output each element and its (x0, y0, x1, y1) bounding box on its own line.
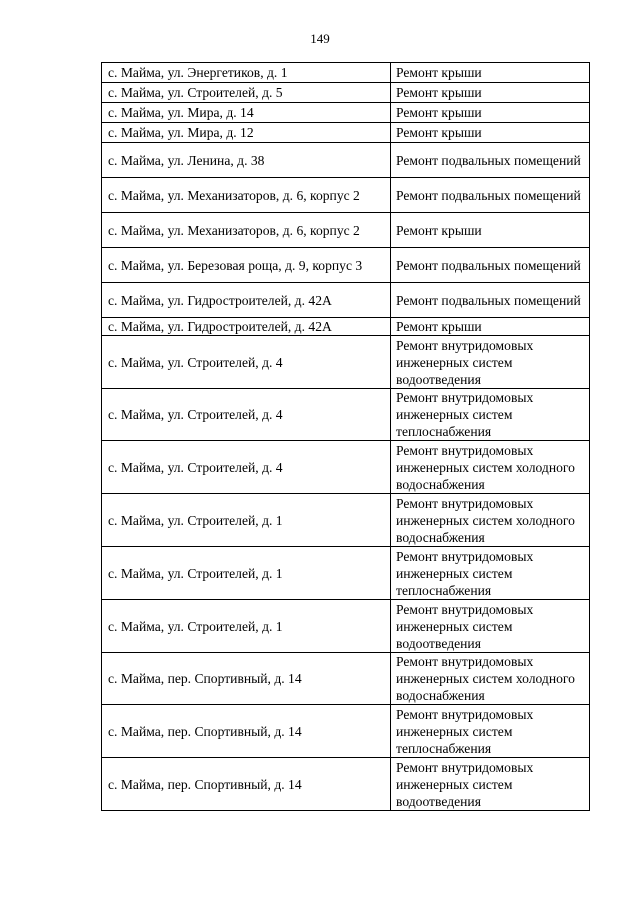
work-type-cell: Ремонт внутридомовых инженерных систем теплоснабжения (391, 389, 590, 441)
work-type-cell: Ремонт подвальных помещений (391, 283, 590, 318)
work-type-cell: Ремонт крыши (391, 63, 590, 83)
work-type-cell: Ремонт внутридомовых инженерных систем холодного водоснабжения (391, 494, 590, 547)
address-cell: с. Майма, ул. Гидростроителей, д. 42А (102, 283, 391, 318)
address-cell: с. Майма, ул. Строителей, д. 4 (102, 336, 391, 389)
address-cell: с. Майма, ул. Мира, д. 14 (102, 103, 391, 123)
work-type-cell: Ремонт внутридомовых инженерных систем холодного водоснабжения (391, 653, 590, 705)
table-row (102, 63, 590, 83)
page-number: 149 (310, 31, 330, 46)
table-row (102, 248, 590, 283)
table-row (102, 494, 590, 547)
table-row (102, 547, 590, 600)
address-cell: с. Майма, ул. Строителей, д. 1 (102, 547, 391, 600)
address-cell: с. Майма, ул. Строителей, д. 1 (102, 494, 391, 547)
table-row (102, 336, 590, 389)
table-row (102, 705, 590, 758)
work-type-cell: Ремонт внутридомовых инженерных систем водоотведения (391, 758, 590, 811)
table-row (102, 83, 590, 103)
address-cell: с. Майма, ул. Строителей, д. 1 (102, 600, 391, 653)
work-type-cell: Ремонт внутридомовых инженерных систем водоотведения (391, 336, 590, 389)
address-cell: с. Майма, ул. Механизаторов, д. 6, корпус 2 (102, 213, 391, 248)
work-type-cell: Ремонт внутридомовых инженерных систем теплоснабжения (391, 547, 590, 600)
address-cell: с. Майма, ул. Мира, д. 12 (102, 123, 391, 143)
table-row (102, 600, 590, 653)
address-cell: с. Майма, ул. Строителей, д. 5 (102, 83, 391, 103)
work-type-cell: Ремонт крыши (391, 318, 590, 336)
address-cell: с. Майма, ул. Строителей, д. 4 (102, 441, 391, 494)
work-type-cell: Ремонт подвальных помещений (391, 178, 590, 213)
address-cell: с. Майма, пер. Спортивный, д. 14 (102, 705, 391, 758)
address-cell: с. Майма, ул. Механизаторов, д. 6, корпус 2 (102, 178, 391, 213)
address-cell: с. Майма, ул. Строителей, д. 4 (102, 389, 391, 441)
address-cell: с. Майма, ул. Ленина, д. 38 (102, 143, 391, 178)
table-row (102, 283, 590, 318)
work-type-cell: Ремонт внутридомовых инженерных систем теплоснабжения (391, 705, 590, 758)
table-row (102, 178, 590, 213)
work-type-cell: Ремонт крыши (391, 83, 590, 103)
table-row (102, 318, 590, 336)
table-row (102, 103, 590, 123)
table-row (102, 213, 590, 248)
work-type-cell: Ремонт внутридомовых инженерных систем холодного водоснабжения (391, 441, 590, 494)
address-cell: с. Майма, пер. Спортивный, д. 14 (102, 758, 391, 811)
work-type-cell: Ремонт крыши (391, 123, 590, 143)
work-type-cell: Ремонт крыши (391, 103, 590, 123)
address-cell: с. Майма, пер. Спортивный, д. 14 (102, 653, 391, 705)
work-type-cell: Ремонт внутридомовых инженерных систем водоотведения (391, 600, 590, 653)
works-table-body (102, 63, 590, 811)
address-cell: с. Майма, ул. Энергетиков, д. 1 (102, 63, 391, 83)
address-cell: с. Майма, ул. Гидростроителей, д. 42А (102, 318, 391, 336)
table-row (102, 143, 590, 178)
table-row (102, 653, 590, 705)
table-row (102, 441, 590, 494)
work-type-cell: Ремонт подвальных помещений (391, 143, 590, 178)
work-type-cell: Ремонт крыши (391, 213, 590, 248)
table-row (102, 123, 590, 143)
table-row (102, 389, 590, 441)
works-table (101, 62, 590, 811)
work-type-cell: Ремонт подвальных помещений (391, 248, 590, 283)
table-row (102, 758, 590, 811)
address-cell: с. Майма, ул. Березовая роща, д. 9, корпус 3 (102, 248, 391, 283)
